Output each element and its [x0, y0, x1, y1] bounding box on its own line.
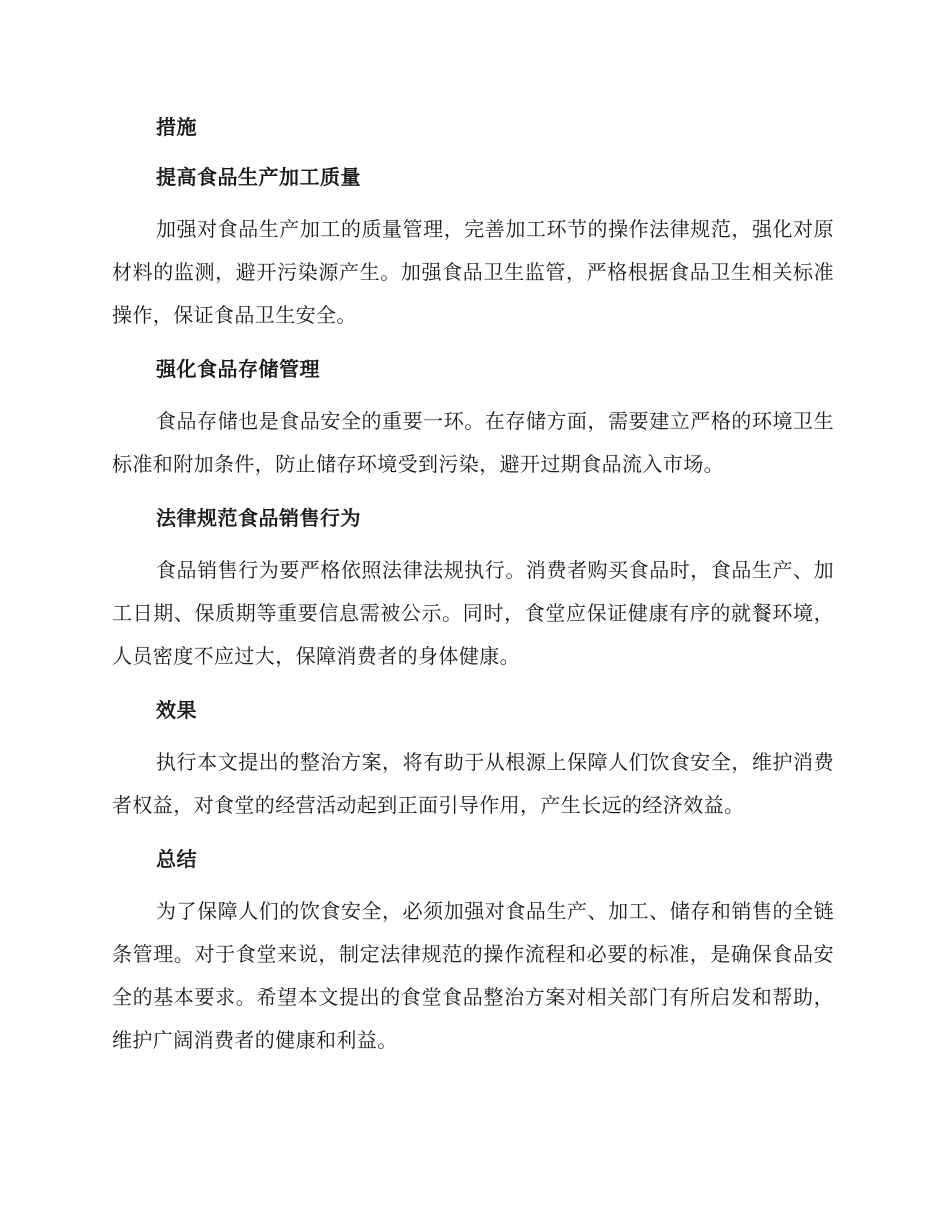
- heading-improve-quality: 提高食品生产加工质量: [156, 165, 361, 189]
- heading-storage: 强化食品存储管理: [156, 357, 320, 381]
- document-body: [112, 108, 834, 1075]
- heading-measures: 措施: [156, 115, 197, 139]
- heading-effect: 效果: [156, 698, 197, 722]
- paragraph-storage: 食品存储也是食品安全的重要一环。在存储方面，需要建立严格的环境卫生标准和附加条件，防止储存环境受到污染，避开过期食品流入市场。: [112, 409, 834, 476]
- heading-sales: 法律规范食品销售行为: [156, 506, 361, 530]
- paragraph-effect: 执行本文提出的整治方案，将有助于从根源上保障人们饮食安全，维护消费者权益，对食堂的经营活动起到正面引导作用，产生长远的经济效益。: [112, 750, 834, 817]
- paragraph-improve-quality: 加强对食品生产加工的质量管理，完善加工环节的操作法律规范，强化对原材料的监测，避开污染源产生。加强食品卫生监管，严格根据食品卫生相关标准操作，保证食品卫生安全。: [112, 217, 834, 327]
- paragraph-sales: 食品销售行为要严格依照法律法规执行。消费者购买食品时，食品生产、加工日期、保质期等重要信息需被公示。同时，食堂应保证健康有序的就餐环境，人员密度不应过大，保障消费者的身体健康。: [112, 558, 834, 668]
- paragraph-summary: 为了保障人们的饮食安全，必须加强对食品生产、加工、储存和销售的全链条管理。对于食堂来说，制定法律规范的操作流程和必要的标准，是确保食品安全的基本要求。希望本文提出的食堂食品整治方案对相关部门有所启发和帮助，维护广阔消费者的健康和利益。: [112, 899, 834, 1052]
- heading-summary: 总结: [156, 847, 197, 871]
